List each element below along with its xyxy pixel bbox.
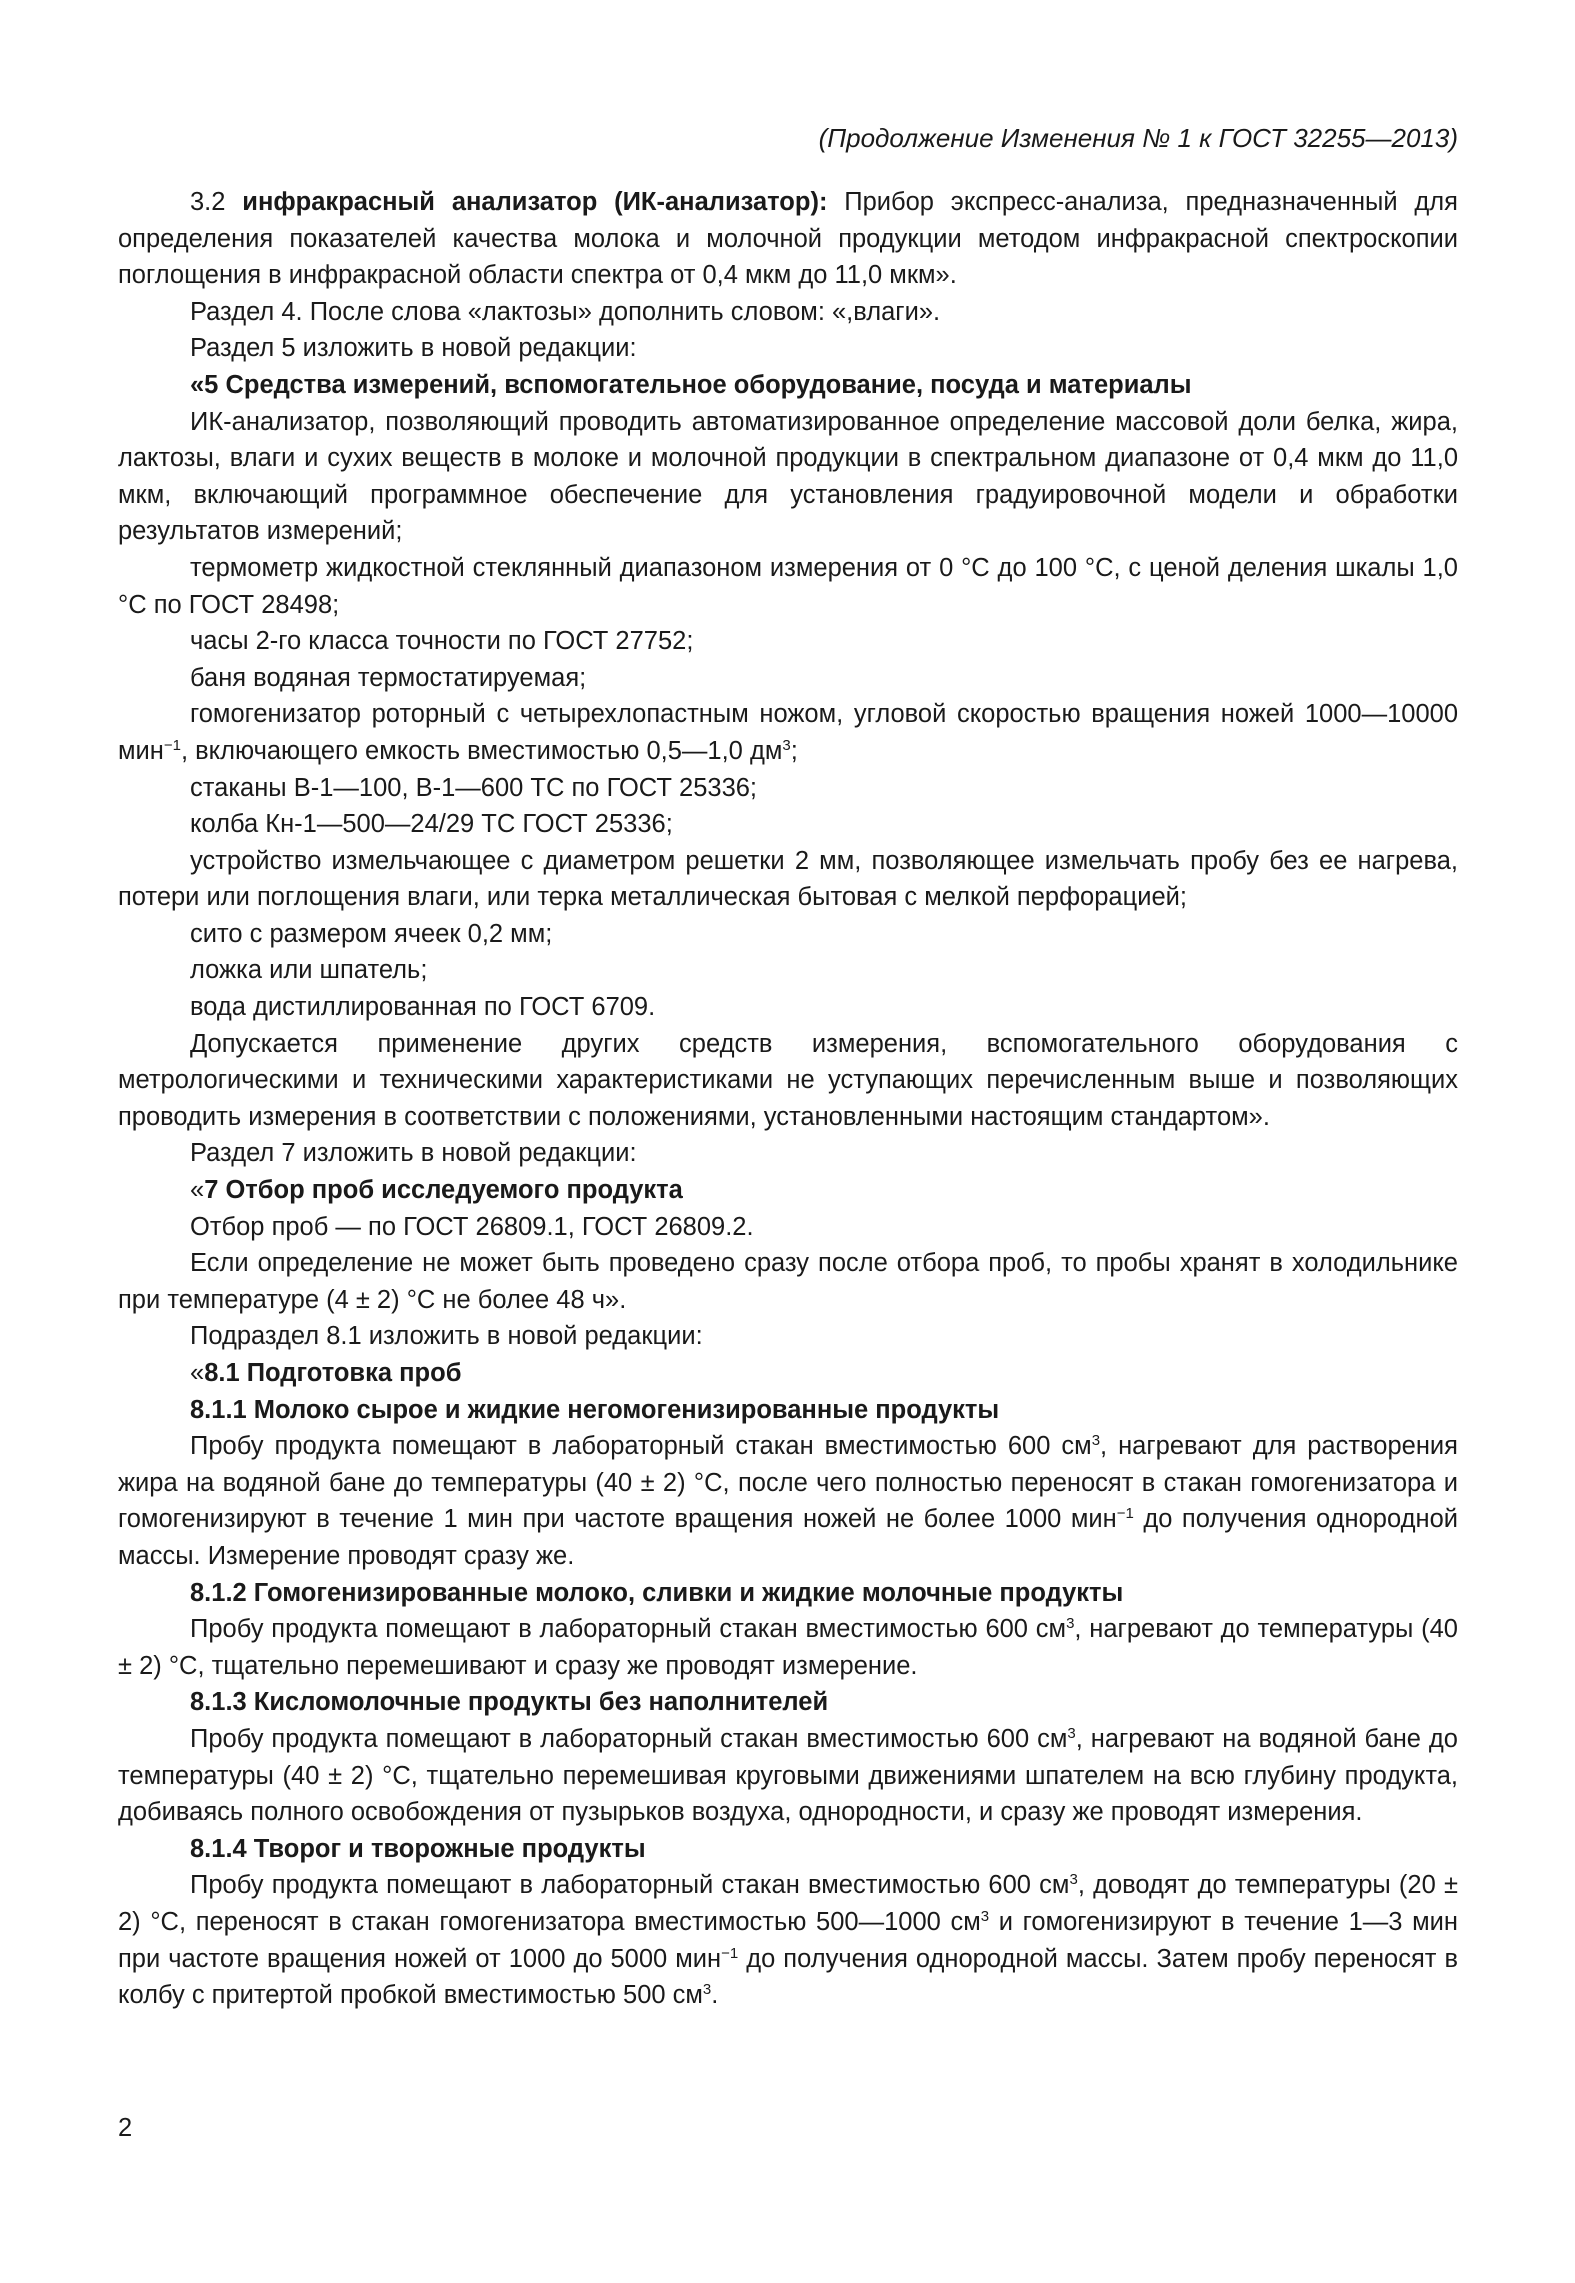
superscript: 3	[1069, 1871, 1078, 1889]
superscript: 3	[1091, 1432, 1101, 1450]
paragraph-text: до получения однородной массы. Затем пробу переносят в колбу с притертой пробкой вместимостью 500 см	[118, 1944, 1458, 2010]
subsection-8-1-1-heading: 8.1.1 Молоко сырое и жидкие негомогенизированные продукты	[190, 1395, 1000, 1424]
list-item: ложка или шпатель;	[190, 956, 428, 985]
superscript: −1	[721, 1944, 739, 1962]
paragraph-section-4-change: Раздел 4. После слова «лактозы» дополнить словом: «,влаги».	[190, 297, 941, 326]
superscript: 3	[1066, 1615, 1075, 1633]
paragraph-text: до получения однородной массы. Измерение проводят сразу же.	[118, 1505, 1458, 1570]
quote-mark: «	[190, 1176, 205, 1205]
paragraph-8-1-1	[118, 1428, 1458, 1574]
paragraph-text: , включающего емкость вместимостью 0,5—1,0 дм	[180, 736, 783, 765]
paragraph-text: , нагревают для растворения жира на водяной бане до температуры (40 ± 2) °С, после чего полностью переносят в стакан гомогенизатора и гомогенизируют в течение 1 мин при частоте вращения ножей не более 1000 мин	[118, 1432, 1458, 1534]
paragraph-text: Пробу продукта помещают в лабораторный стакан вместимостью 600 см	[190, 1724, 1068, 1753]
paragraph-text: ;	[790, 736, 798, 765]
paragraph-text: Пробу продукта помещают в лабораторный стакан вместимостью 600 см	[190, 1432, 1092, 1461]
paragraph-text: Пробу продукта помещают в лабораторный стакан вместимостью 600 см	[190, 1871, 1070, 1900]
paragraph-text: и гомогенизируют в течение 1—3 мин при частоте вращения ножей от 1000 до 5000 мин	[118, 1907, 1458, 1973]
list-item: ИК-анализатор, позволяющий проводить автоматизированное определение массовой доли белка, жира, лактозы, влаги и сухих веществ в молоке и молочной продукции в спектральном диапазоне от 0,4 мкм до 11,0 мкм, включающий программное обеспечение для установления градуировочной модели и обработки результатов измерений;	[118, 407, 1458, 546]
superscript: 3	[782, 736, 791, 754]
section-7-heading	[118, 1172, 1458, 1209]
defined-term: инфракрасный анализатор (ИК-анализатор):	[242, 188, 828, 216]
paragraph-text: .	[711, 1981, 719, 2010]
list-item: термометр жидкостной стеклянный диапазоном измерения от 0 °С до 100 °С, с ценой деления шкалы 1,0 °С по ГОСТ 28498;	[118, 553, 1458, 619]
list-item: стаканы В-1—100, В-1—600 ТС по ГОСТ 25336;	[190, 773, 758, 802]
paragraph-text: Прибор экспресс-анализа, предназначенный для определения показателей качества молока и молочной продукции методом инфракрасной спектроскопии поглощения в инфракрасной области спектра от 0,4 мкм до 11,0 мкм».	[118, 188, 1458, 290]
paragraph-subsection-8-1-intro: Подраздел 8.1 изложить в новой редакции:	[190, 1322, 703, 1351]
list-item: колба Кн-1—500—24/29 ТС ГОСТ 25336;	[190, 810, 673, 839]
paragraph-8-1-2	[118, 1611, 1458, 1684]
subsection-8-1-2-heading: 8.1.2 Гомогенизированные молоко, сливки и жидкие молочные продукты	[190, 1578, 1124, 1607]
section-title: 8.1 Подготовка проб	[204, 1359, 462, 1387]
superscript: 3	[1067, 1724, 1076, 1742]
paragraph-text: , доводят до температуры (20 ± 2) °С, переносят в стакан гомогенизатора вместимостью 500—1000 см	[118, 1871, 1458, 1936]
subsection-8-1-3-heading: 8.1.3 Кисломолочные продукты без наполнителей	[190, 1688, 829, 1717]
paragraph-section-7-intro: Раздел 7 изложить в новой редакции:	[190, 1139, 637, 1168]
subsection-8-1-4-heading: 8.1.4 Творог и творожные продукты	[190, 1834, 646, 1863]
paragraph-text: 3.2	[190, 188, 243, 216]
section-5-heading: «5 Средства измерений, вспомогательное оборудование, посуда и материалы	[190, 370, 1192, 399]
paragraph-text: , нагревают на водяной бане до температуры (40 ± 2) °С, тщательно перемешивая круговыми движениями шпателем на всю глубину продукта, добиваясь полного освобождения от пузырьков воздуха, однородности, и сразу же проводят измерения.	[118, 1724, 1458, 1827]
page-header: (Продолжение Изменения № 1 к ГОСТ 32255—2013)	[818, 123, 1458, 153]
list-item: сито с размером ячеек 0,2 мм;	[190, 919, 553, 948]
superscript: −1	[1116, 1505, 1134, 1523]
paragraph-storage: Если определение не может быть проведено сразу после отбора проб, то пробы хранят в холодильнике при температуре (4 ± 2) °С не более 48 ч».	[118, 1249, 1458, 1314]
paragraph-text: Пробу продукта помещают в лабораторный стакан вместимостью 600 см	[190, 1615, 1067, 1644]
superscript: −1	[163, 736, 181, 754]
list-item: баня водяная термостатируемая;	[190, 663, 587, 692]
list-item: вода дистиллированная по ГОСТ 6709.	[190, 993, 656, 1022]
list-item	[118, 696, 1458, 769]
paragraph-text: , нагревают до температуры (40 ± 2) °С, тщательно перемешивают и сразу же проводят измерение.	[118, 1615, 1458, 1680]
paragraph-8-1-3	[118, 1721, 1458, 1831]
paragraph-sampling: Отбор проб — по ГОСТ 26809.1, ГОСТ 26809.2.	[190, 1212, 754, 1241]
list-item: часы 2-го класса точности по ГОСТ 27752;	[190, 627, 694, 656]
paragraph-3-2-definition	[118, 184, 1458, 294]
document-body	[118, 184, 1458, 2014]
paragraph-section-5-intro: Раздел 5 изложить в новой редакции:	[190, 334, 637, 363]
paragraph-text: гомогенизатор роторный с четырехлопастным ножом, угловой скоростью вращения ножей 1000—10000 мин	[118, 700, 1458, 765]
list-item: устройство измельчающее с диаметром решетки 2 мм, позволяющее измельчать пробу без ее нагрева, потери или поглощения влаги, или терка металлическая бытовая с мелкой перфорацией;	[118, 846, 1458, 912]
paragraph-allowance: Допускается применение других средств измерения, вспомогательного оборудования с метрологическими и техническими характеристиками не уступающих перечисленным выше и позволяющих проводить измерения в соответствии с положениями, установленными настоящим стандартом».	[118, 1029, 1458, 1131]
paragraph-8-1-4	[118, 1867, 1458, 2013]
superscript: 3	[702, 1981, 712, 1999]
section-title: 7 Отбор проб исследуемого продукта	[204, 1176, 683, 1205]
superscript: 3	[980, 1907, 990, 1925]
subsection-8-1-heading	[118, 1355, 1458, 1392]
quote-mark: «	[190, 1359, 205, 1387]
page-number: 2	[118, 2114, 133, 2142]
